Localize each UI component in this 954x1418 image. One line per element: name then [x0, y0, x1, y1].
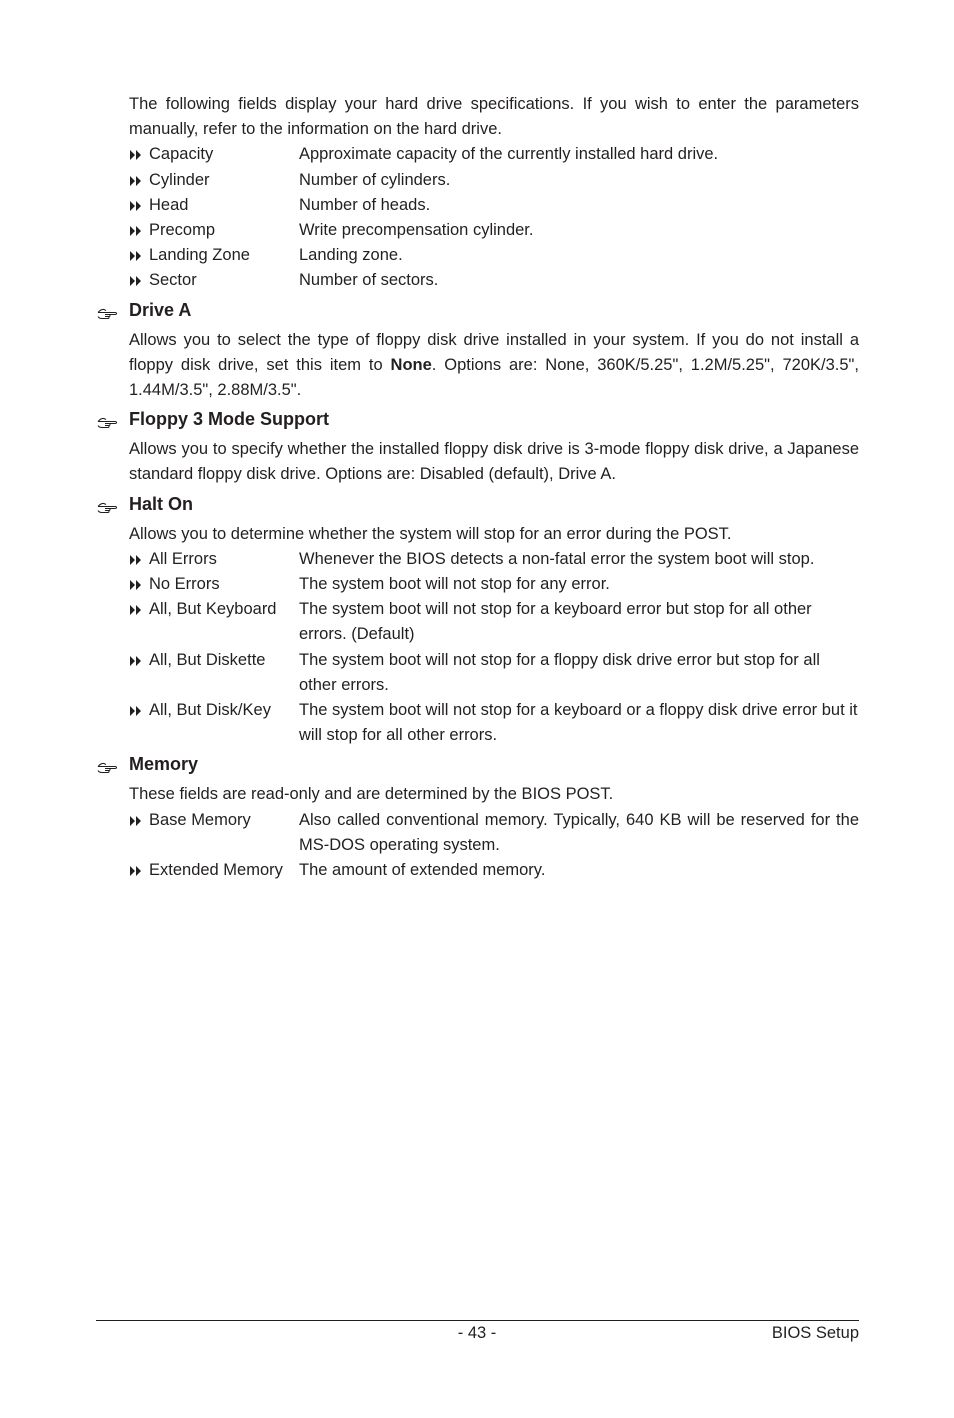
field-row: [129, 808, 859, 858]
field-term: Extended Memory: [149, 861, 283, 880]
option-definition: The system boot will not stop for a keyboard error but stop for all other errors. (Default): [299, 600, 812, 644]
halt-on-paragraph: Allows you to determine whether the system will stop for an error during the POST.: [129, 524, 732, 543]
field-row: [129, 243, 859, 268]
field-term: Base Memory: [149, 810, 251, 829]
field-term: Head: [149, 195, 189, 214]
option-term: All, But Disk/Key: [149, 701, 271, 720]
footer-title: BIOS Setup: [771, 1324, 859, 1342]
option-definition: The system boot will not stop for a floppy disk drive error but stop for all other errors.: [299, 650, 820, 694]
field-row: [129, 858, 859, 883]
option-row: [129, 597, 859, 647]
option-row: [129, 572, 859, 597]
field-row: [129, 268, 859, 293]
field-term: Precomp: [149, 221, 216, 240]
pointing-hand-icon: [97, 756, 117, 781]
double-arrow-icon: [129, 648, 149, 666]
double-arrow-icon: [129, 572, 149, 590]
double-arrow-icon: [129, 547, 149, 565]
pointing-hand-icon: [97, 302, 117, 327]
section-heading-drive-a: [129, 298, 859, 323]
option-term: All Errors: [149, 549, 217, 568]
option-term: No Errors: [149, 575, 220, 594]
floppy-3-mode-paragraph: Allows you to specify whether the installed floppy disk drive is 3-mode floppy disk drive, a Japanese standard floppy disk drive. Options are: Disabled (default), Drive A.: [129, 440, 859, 484]
memory-fields: [129, 808, 859, 884]
option-none-bold: None: [390, 355, 432, 374]
section-heading-floppy-3-mode: [129, 407, 859, 432]
memory-paragraph: These fields are read-only and are determined by the BIOS POST.: [129, 785, 614, 804]
section-title: Halt On: [129, 493, 194, 514]
option-row: [129, 547, 859, 572]
field-definition: Approximate capacity of the currently installed hard drive.: [299, 145, 719, 164]
halt-on-options: [129, 547, 859, 749]
double-arrow-icon: [129, 142, 149, 160]
field-row: [129, 193, 859, 218]
double-arrow-icon: [129, 808, 149, 826]
section-heading-memory: [129, 752, 859, 777]
field-term: Capacity: [149, 145, 214, 164]
pointing-hand-icon: [97, 496, 117, 521]
field-term: Sector: [149, 271, 197, 290]
field-definition: The amount of extended memory.: [299, 861, 546, 880]
option-term: All, But Keyboard: [149, 600, 277, 619]
page-number: - 43 -: [457, 1324, 497, 1342]
double-arrow-icon: [129, 243, 149, 261]
option-row: [129, 698, 859, 748]
field-term: Cylinder: [149, 170, 210, 189]
section-heading-halt-on: [129, 492, 859, 517]
double-arrow-icon: [129, 218, 149, 236]
double-arrow-icon: [129, 168, 149, 186]
option-definition: Whenever the BIOS detects a non-fatal error the system boot will stop.: [299, 549, 815, 568]
field-row: [129, 218, 859, 243]
option-term: All, But Diskette: [149, 650, 266, 669]
double-arrow-icon: [129, 268, 149, 286]
field-definition: Write precompensation cylinder.: [299, 221, 534, 240]
section-title: Drive A: [129, 299, 192, 320]
pointing-hand-icon: [97, 411, 117, 436]
hard-drive-fields: [129, 142, 859, 293]
field-definition: Number of cylinders.: [299, 170, 451, 189]
section-title: Memory: [129, 754, 199, 775]
page-content: [129, 92, 859, 883]
option-definition: The system boot will not stop for any error.: [299, 575, 610, 594]
intro-paragraph: The following fields display your hard drive specifications. If you wish to enter the parameters manually, refer to the information on the hard drive.: [129, 95, 859, 139]
field-row: [129, 142, 859, 167]
section-title: Floppy 3 Mode Support: [129, 409, 329, 430]
drive-a-paragraph: Allows you to select the type of floppy disk drive installed in your system. If you do not install a floppy disk drive, set this item to None. Options are: None, 360K/5.25", 1.2M/5.25", 720K/3.5", 1.44M/3.5", 2.88M/3.5".: [129, 330, 859, 400]
double-arrow-icon: [129, 858, 149, 876]
field-definition: Number of heads.: [299, 195, 431, 214]
option-definition: The system boot will not stop for a keyboard or a floppy disk drive error but it will stop for all other errors.: [299, 701, 858, 745]
double-arrow-icon: [129, 193, 149, 211]
field-definition: Landing zone.: [299, 246, 403, 265]
field-term: Landing Zone: [149, 246, 250, 265]
field-definition: Number of sectors.: [299, 271, 439, 290]
option-row: [129, 648, 859, 698]
double-arrow-icon: [129, 698, 149, 716]
double-arrow-icon: [129, 597, 149, 615]
field-definition: Also called conventional memory. Typically, 640 KB will be reserved for the MS-DOS operating system.: [299, 810, 859, 854]
field-row: [129, 168, 859, 193]
